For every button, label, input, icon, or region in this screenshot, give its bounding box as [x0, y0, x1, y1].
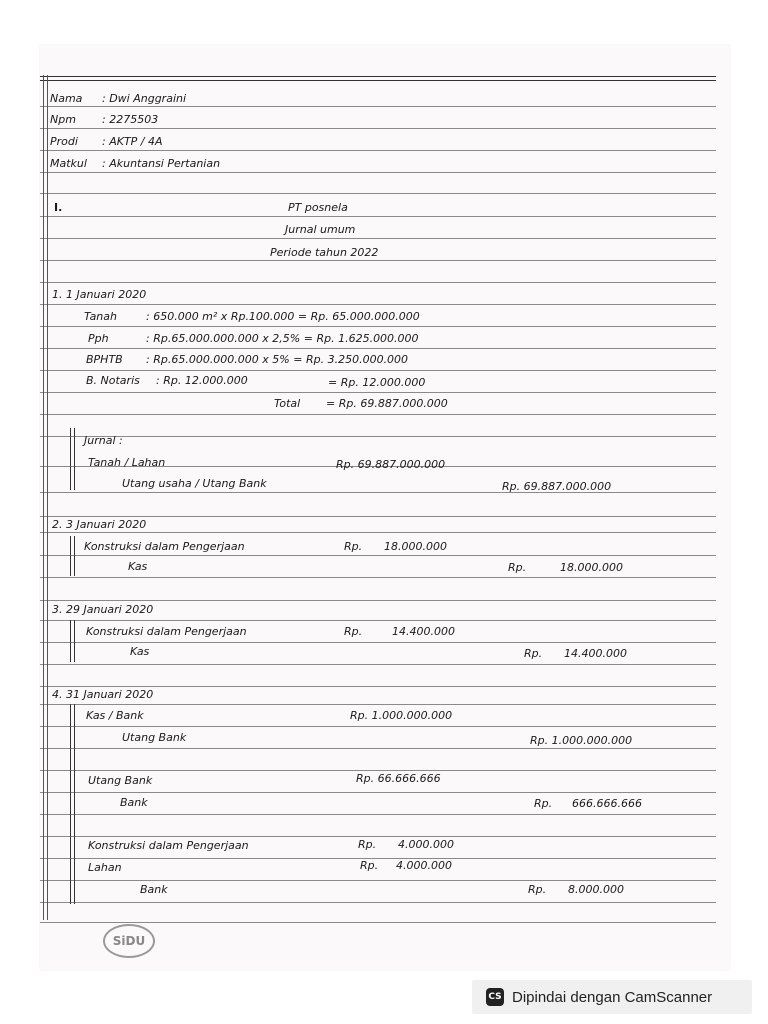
entry2-credit-currency: Rp. [508, 561, 527, 574]
entry3-debit-account: Konstruksi dalam Pengerjaan [86, 625, 247, 638]
ruled-line [40, 726, 716, 727]
entry3-credit-account: Kas [130, 645, 150, 658]
ruled-line [40, 836, 716, 837]
tanah-calc: : 650.000 m² x Rp.100.000 = Rp. 65.000.000.000 [146, 310, 420, 323]
ruled-line [40, 392, 716, 393]
journal-bracket [70, 428, 75, 490]
jurnal-label: Jurnal : [84, 434, 123, 447]
nama-value: : Dwi Anggraini [102, 92, 187, 105]
ruled-line [40, 348, 716, 349]
ruled-line [40, 370, 716, 371]
period-title: Periode tahun 2022 [270, 246, 379, 259]
ruled-line [40, 414, 716, 415]
entry1-credit-account: Utang usaha / Utang Bank [122, 477, 267, 490]
entry4-c-debit2-value: 4.000.000 [396, 859, 452, 872]
camscanner-watermark [472, 980, 752, 1014]
entry1-heading: 1. 1 Januari 2020 [52, 288, 147, 301]
ruled-line [40, 76, 716, 77]
total-label: Total [274, 397, 301, 410]
ruled-line [40, 792, 716, 793]
ruled-line [40, 492, 716, 493]
company-name: PT posnela [288, 201, 348, 214]
entry3-credit-value: 14.400.000 [564, 647, 627, 660]
entry4-a-credit-value: Rp. 1.000.000.000 [530, 734, 633, 747]
seal-text: SiDU [112, 934, 146, 948]
ruled-line [40, 128, 716, 129]
ruled-line [40, 216, 716, 217]
ruled-line [40, 304, 716, 305]
ruled-line [40, 902, 716, 903]
notaris-label: B. Notaris [86, 374, 140, 387]
entry4-b-credit-value: 666.666.666 [572, 797, 642, 810]
ruled-line [40, 80, 716, 81]
bphtb-calc: : Rp.65.000.000.000 x 5% = Rp. 3.250.000.000 [146, 353, 409, 366]
ruled-line [40, 620, 716, 621]
journal-bracket [70, 536, 75, 576]
journal-bracket [70, 704, 75, 904]
ruled-line [40, 238, 716, 239]
entry2-heading: 2. 3 Januari 2020 [52, 518, 147, 531]
section-number: I. [54, 201, 63, 214]
ruled-line [40, 282, 716, 283]
entry1-debit-account: Tanah / Lahan [88, 456, 166, 469]
ruled-line [40, 770, 716, 771]
left-margin-line [43, 75, 48, 920]
total-value: = Rp. 69.887.000.000 [326, 397, 448, 410]
entry4-b-credit-currency: Rp. [534, 797, 553, 810]
ruled-line [40, 922, 716, 923]
entry4-heading: 4. 31 Januari 2020 [52, 688, 154, 701]
entry4-c-credit-account: Bank [140, 883, 168, 896]
entry1-credit-value: Rp. 69.887.000.000 [502, 480, 612, 493]
camscanner-label: Dipindai dengan CamScanner [512, 988, 713, 1006]
entry4-c-debit1-value: 4.000.000 [398, 838, 454, 851]
entry2-credit-value: 18.000.000 [560, 561, 623, 574]
notaris-calc: : Rp. 12.000.000 [156, 374, 248, 387]
ruled-line [40, 150, 716, 151]
entry4-c-debit2-account: Lahan [88, 861, 122, 874]
npm-label: Npm [50, 113, 76, 126]
entry4-c-debit1-currency: Rp. [358, 838, 377, 851]
entry4-b-debit-value: Rp. 66.666.666 [356, 772, 441, 785]
entry4-c-credit-value: 8.000.000 [568, 883, 624, 896]
entry2-debit-account: Konstruksi dalam Pengerjaan [84, 540, 245, 553]
ruled-line [40, 326, 716, 327]
ruled-line [40, 600, 716, 601]
ruled-line [40, 193, 716, 194]
prodi-label: Prodi [50, 135, 78, 148]
ruled-line [40, 642, 716, 643]
ruled-line [40, 436, 716, 437]
ruled-line [40, 704, 716, 705]
ruled-line [40, 664, 716, 665]
entry1-debit-value: Rp. 69.887.000.000 [336, 458, 446, 471]
ruled-line [40, 686, 716, 687]
npm-value: : 2275503 [102, 113, 159, 126]
matkul-value: : Akuntansi Pertanian [102, 157, 221, 170]
entry4-c-debit2-currency: Rp. [360, 859, 379, 872]
ruled-line [40, 106, 716, 107]
ruled-line [40, 555, 716, 556]
entry4-a-debit-account: Kas / Bank [86, 709, 144, 722]
entry3-credit-currency: Rp. [524, 647, 543, 660]
entry2-credit-account: Kas [128, 560, 148, 573]
entry3-debit-currency: Rp. [344, 625, 363, 638]
notaris-result: = Rp. 12.000.000 [328, 376, 426, 389]
entry2-debit-value: 18.000.000 [384, 540, 447, 553]
entry3-debit-value: 14.400.000 [392, 625, 455, 638]
entry4-c-debit1-account: Konstruksi dalam Pengerjaan [88, 839, 249, 852]
bphtb-label: BPHTB [86, 353, 123, 366]
matkul-label: Matkul [50, 157, 87, 170]
ruled-line [40, 532, 716, 533]
entry3-heading: 3. 29 Januari 2020 [52, 603, 154, 616]
ruled-line [40, 516, 716, 517]
notebook-page [40, 45, 730, 970]
entry4-b-credit-account: Bank [120, 796, 148, 809]
pph-calc: : Rp.65.000.000.000 x 2,5% = Rp. 1.625.000.000 [146, 332, 419, 345]
ruled-line [40, 260, 716, 261]
nama-label: Nama [50, 92, 83, 105]
brand-seal-logo [103, 924, 155, 958]
journal-bracket [70, 620, 75, 662]
ruled-line [40, 880, 716, 881]
entry2-debit-currency: Rp. [344, 540, 363, 553]
ruled-line [40, 172, 716, 173]
prodi-value: : AKTP / 4A [102, 135, 163, 148]
entry4-a-debit-value: Rp. 1.000.000.000 [350, 709, 453, 722]
entry4-a-credit-account: Utang Bank [122, 731, 187, 744]
ruled-line [40, 748, 716, 749]
tanah-label: Tanah [84, 310, 117, 323]
journal-title: Jurnal umum [285, 223, 356, 236]
pph-label: Pph [88, 332, 109, 345]
entry4-c-credit-currency: Rp. [528, 883, 547, 896]
ruled-line [40, 814, 716, 815]
camscanner-icon: CS [486, 988, 504, 1006]
entry4-b-debit-account: Utang Bank [88, 774, 153, 787]
ruled-line [40, 577, 716, 578]
